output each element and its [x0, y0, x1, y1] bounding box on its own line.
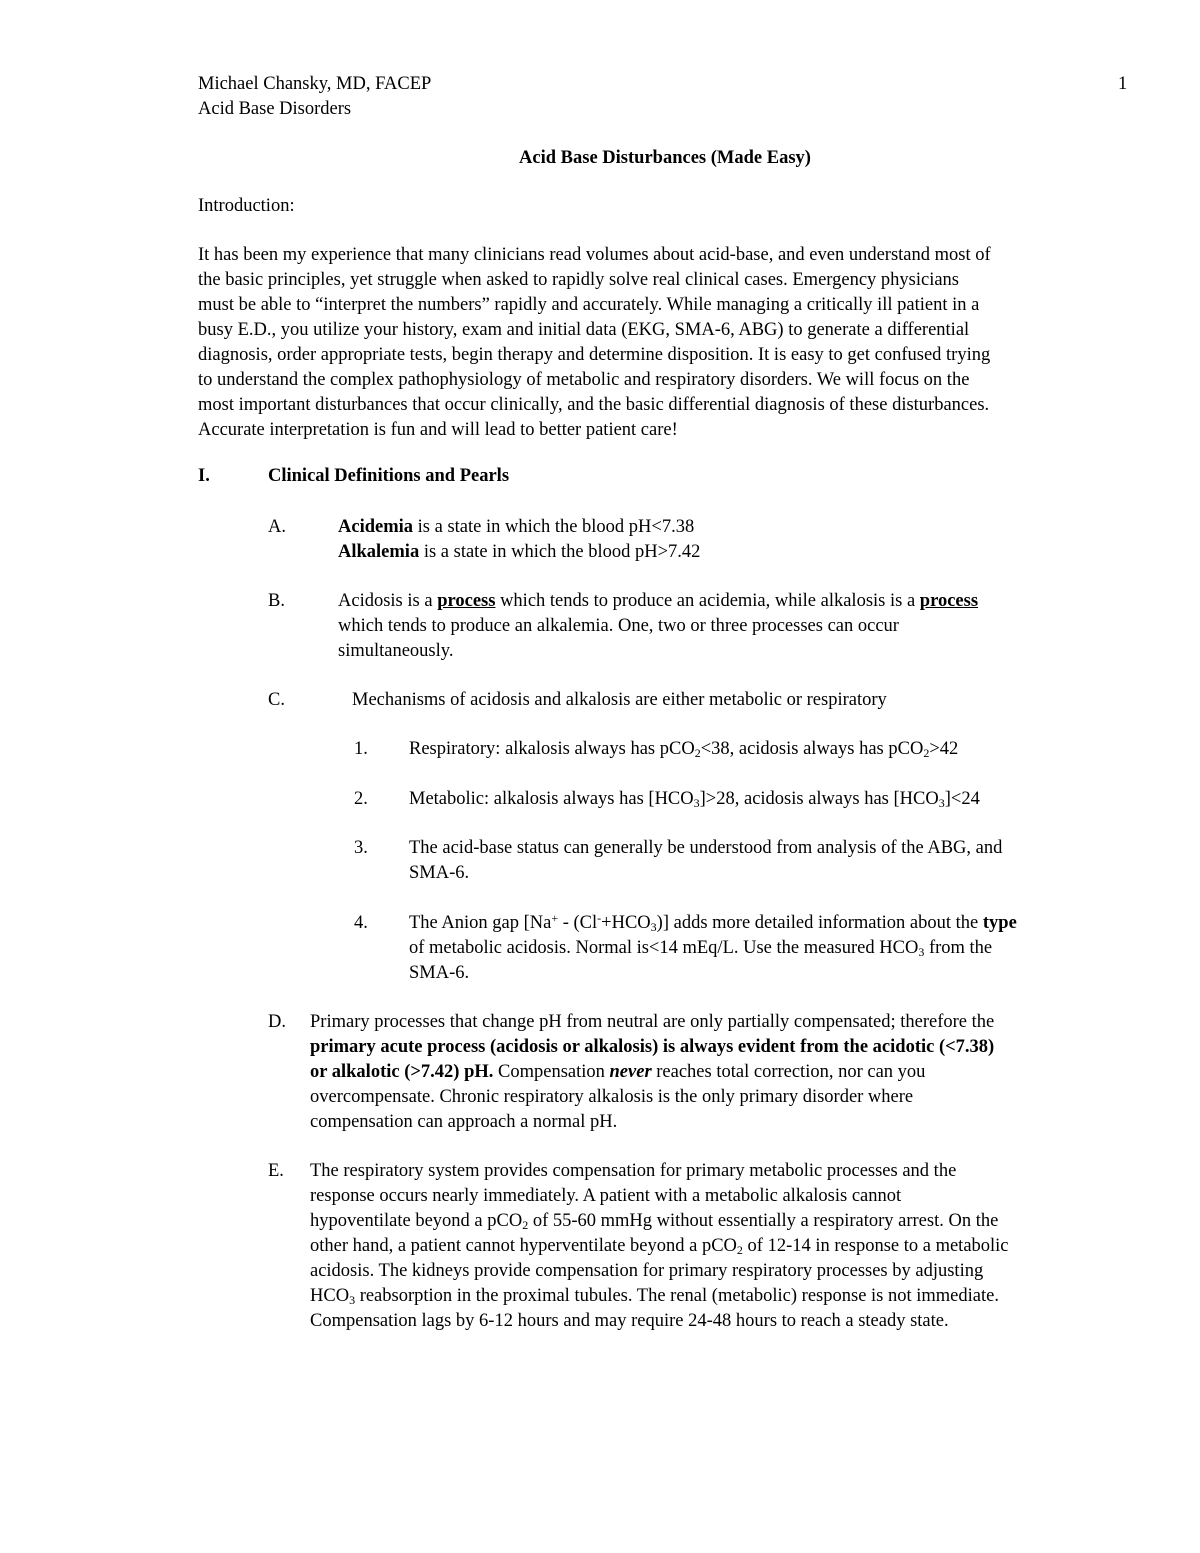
section-heading: Clinical Definitions and Pearls — [268, 466, 510, 486]
subitem-number: 4. — [354, 913, 368, 933]
running-header — [198, 72, 431, 122]
intro-line: most important disturbances that occur clinically, and the basic differential diagnosis of these disturbances. — [198, 395, 990, 415]
subitem-metabolic: Metabolic: alkalosis always has $[HCO_3]>28$, acidosis always has $[HCO_3]<24$ — [409, 789, 980, 810]
intro-line: to understand the complex pathophysiology of metabolic and respiratory disorders. We will focus on the — [198, 370, 970, 390]
intro-line: diagnosis, order appropriate tests, begin therapy and determine disposition. It is easy to get confused trying — [198, 345, 991, 365]
item-d-text: Primary processes that change pH from neutral are only partially compensated; therefore the primary acute process (acidosis or alkalosis) is always evident from the acidotic (<7.38) or alkalotic (>7.42) pH. Compensation never reaches total correction, nor can you overcompensate. Chronic respiratory alkalosis is the only primary disorder where compensation can approach a normal pH. — [310, 1012, 995, 1132]
item-b-text: Acidosis is a process which tends to produce an acidemia, while alkalosis is a process which tends to produce an alkalemia. One, two or three processes can occur simultaneously. — [338, 591, 979, 661]
subitem-number: 3. — [354, 838, 368, 858]
header-author: Michael Chansky, MD, FACEP — [198, 74, 432, 94]
page-number: 1 — [1118, 74, 1128, 94]
item-c-label: C. — [268, 690, 285, 710]
item-e-text: The respiratory system provides compensation for primary metabolic processes and the response occurs nearly immediately. A patient with a metabolic alkalosis cannot hypoventilate beyond a pCO$_2$ of 55-60 mmHg without essentially a respiratory arrest. On the other hand, a patient cannot hyperventilate beyond a pCO$_2$ of 12-14 in response to a metabolic acidosis. The kidneys provide compensation for primary respiratory processes by adjusting $HCO_3$ reabsorption in the proximal tubules. The renal (metabolic) response is not immediate. Compensation lags by 6-12 hours and may require 24-48 hours to reach a steady state. — [310, 1161, 1009, 1331]
process-term: process — [437, 591, 496, 611]
item-d-label: D. — [268, 1012, 286, 1032]
subitem-number: 1. — [354, 739, 368, 759]
item-a-label: A. — [268, 517, 286, 537]
header-subject: Acid Base Disorders — [198, 99, 352, 119]
item-b-label: B. — [268, 591, 285, 611]
process-term: process — [919, 591, 979, 611]
subitem-abg: The acid-base status can generally be understood from analysis of the ABG, and SMA-6. — [409, 838, 1003, 883]
intro-paragraph — [198, 243, 991, 443]
item-c-text: Mechanisms of acidosis and alkalosis are either metabolic or respiratory — [352, 690, 887, 710]
subitem-respiratory: Respiratory: alkalosis always has pCO$_2$<38, acidosis always has pCO$_2$>42 — [409, 739, 959, 760]
subitem-anion-gap: The Anion gap $[Na^+ - (Cl^-+HCO_3)]$ adds more detailed information about the type of metabolic acidosis. Normal is<14 mEq/L. Use the measured $HCO_3$ from the SMA-6. — [409, 911, 1017, 983]
intro-line: Accurate interpretation is fun and will lead to better patient care! — [198, 420, 678, 440]
item-e-label: E. — [268, 1161, 284, 1181]
intro-line: busy E.D., you utilize your history, exam and initial data (EKG, SMA-6, ABG) to generate a differential — [198, 320, 970, 340]
intro-line: must be able to “interpret the numbers” rapidly and accurately. While managing a critically ill patient in a — [198, 295, 980, 315]
subitem-number: 2. — [354, 789, 368, 809]
document-title: Acid Base Disturbances (Made Easy) — [519, 148, 811, 168]
intro-line: It has been my experience that many clinicians read volumes about acid-base, and even understand most of — [198, 245, 991, 265]
item-a-text: Acidemia is a state in which the blood pH<7.38 Alkalemia is a state in which the blood pH>7.42 — [338, 517, 701, 562]
section-numeral: I. — [198, 466, 210, 486]
acidemia-term: Acidemia — [338, 517, 414, 537]
intro-heading: Introduction: — [198, 196, 295, 216]
alkalemia-term: Alkalemia — [338, 542, 420, 562]
intro-line: the basic principles, yet struggle when asked to rapidly solve real clinical cases. Emergency physicians — [198, 270, 960, 290]
